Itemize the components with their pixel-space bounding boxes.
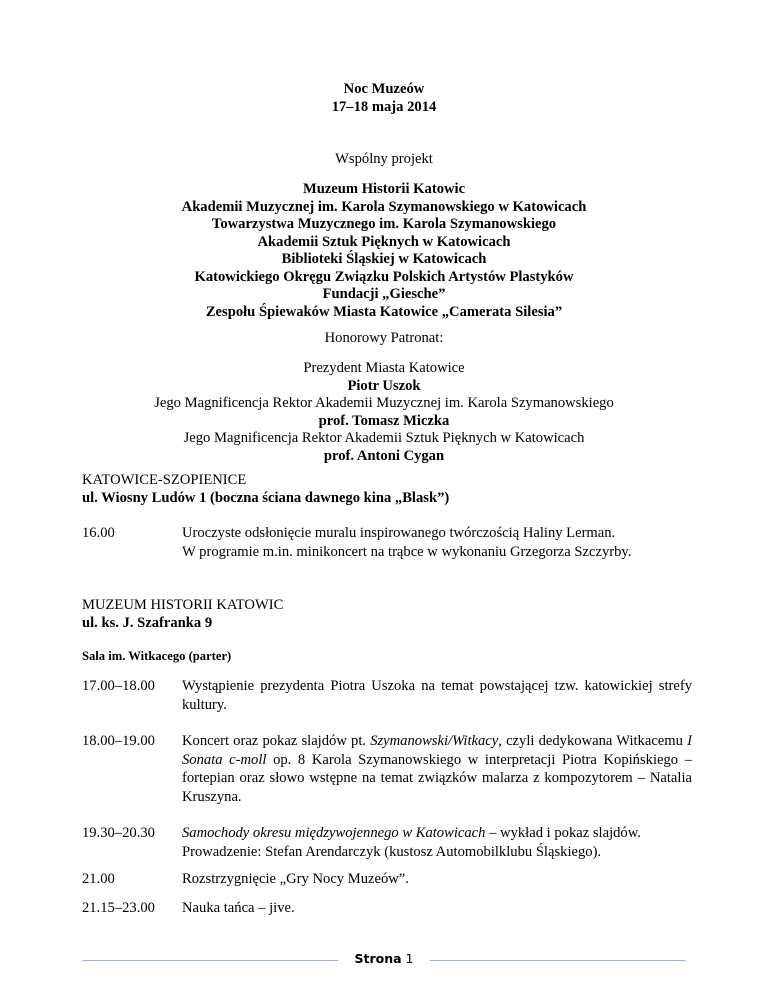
venue-muzeum [82, 597, 692, 632]
event-time: 21.15–23.00 [82, 900, 155, 916]
patron-name: prof. Tomasz Miczka [318, 412, 450, 429]
event-description: Uroczyste odsłonięcie muralu inspirowanego twórczością Haliny Lerman. W programie m.in. minikoncert na trąbce w wykonaniu Grzegorza Szczyrby. [182, 525, 632, 560]
event-time: 18.00–19.00 [82, 733, 155, 749]
event-description: Nauka tańca – jive. [182, 900, 295, 916]
event-title: Samochody okresu międzywojennego w Katowicach [182, 825, 486, 841]
partner-item: Towarzystwa Muzycznego im. Karola Szymanowskiego [211, 216, 557, 232]
patron-role: Prezydent Miasta Katowice [303, 360, 465, 376]
event-description: Rozstrzygnięcie „Gry Nocy Muzeów”. [182, 871, 409, 887]
patron-name: prof. Antoni Cygan [323, 447, 445, 464]
partner-item: Muzeum Historii Katowic [302, 181, 466, 197]
partners-list [80, 181, 688, 321]
partner-item: Fundacji „Giesche” [322, 286, 446, 302]
patron-name: Piotr Uszok [347, 377, 421, 394]
page-value: 1 [405, 951, 414, 966]
event-time: 17.00–18.00 [82, 678, 155, 694]
room-heading: Sala im. Witkacego (parter) [82, 649, 232, 663]
work-title: I Sonata c-moll [182, 733, 692, 768]
partner-item: Katowickiego Okręgu Związku Polskich Artystów Plastyków [194, 268, 574, 285]
event-time: 21.00 [82, 871, 115, 887]
event-description: Samochody okresu międzywojennego w Katowicach – wykład i pokaz slajdów. Prowadzenie: Stefan Arendarczyk (kustosz Automobilklubu Śląskiego). [182, 825, 641, 860]
page-title: Noc Muzeów [343, 81, 425, 97]
event-description: Wystąpienie prezydenta Piotra Uszoka na temat powstającej tzw. katowickiej strefy kultury. [182, 678, 692, 713]
project-intro: Wspólny projekt [335, 151, 433, 167]
patron-role: Jego Magnificencja Rektor Akademii Muzycznej im. Karola Szymanowskiego [154, 395, 614, 411]
partner-item: Zespołu Śpiewaków Miasta Katowice „Camerata Silesia” [205, 303, 563, 320]
footer-rule-right [430, 960, 686, 961]
venue-name: KATOWICE-SZOPIENICE [82, 472, 247, 488]
patronage-label: Honorowy Patronat: [324, 330, 444, 346]
page-label: Strona [354, 951, 402, 966]
event-title: Szymanowski/Witkacy [370, 733, 499, 749]
partner-item: Akademii Sztuk Pięknych w Katowicach [257, 233, 511, 250]
venue-szopienice [82, 472, 692, 507]
patron-role: Jego Magnificencja Rektor Akademii Sztuk Pięknych w Katowicach [183, 430, 585, 446]
event-description: Koncert oraz pokaz slajdów pt. Szymanowski/Witkacy, czyli dedykowana Witkacemu I Sonata c-moll op. 8 Karola Szymanowskiego w interpretacji Piotra Kopińskiego – fortepian oraz słowo wstępne na temat związków malarza z kompozytorem – Natalia Kruszyna. [182, 733, 692, 805]
footer-rule-left [82, 960, 338, 961]
venue-name: MUZEUM HISTORII KATOWIC [82, 597, 284, 613]
patronage-list [80, 360, 688, 465]
partner-item: Biblioteki Śląskiej w Katowicach [281, 251, 487, 267]
venue-address: ul. Wiosny Ludów 1 (boczna ściana dawnego kina „Blask”) [82, 489, 450, 506]
partner-item: Akademii Muzycznej im. Karola Szymanowskiego w Katowicach [181, 198, 587, 215]
event-time: 16.00 [82, 525, 115, 541]
header [80, 81, 688, 116]
venue-address: ul. ks. J. Szafranka 9 [82, 614, 213, 631]
event-date: 17–18 maja 2014 [331, 98, 437, 115]
page-number [340, 951, 428, 966]
event-time: 19.30–20.30 [82, 825, 155, 841]
